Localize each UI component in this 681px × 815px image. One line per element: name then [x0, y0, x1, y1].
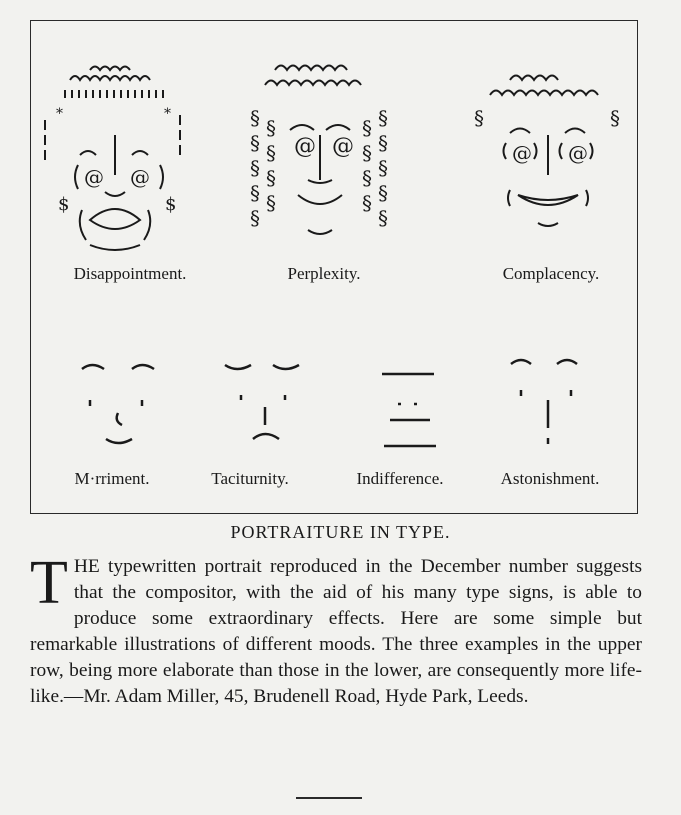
drop-cap: T [30, 549, 68, 617]
face-taciturnity [215, 355, 315, 455]
section-glyph: § [266, 116, 276, 140]
article-body [30, 549, 642, 710]
section-glyph: § [474, 106, 484, 130]
section-glyph: § [362, 116, 372, 140]
left-eye-glyph: @ [294, 134, 316, 159]
section-glyph: § [266, 191, 276, 215]
section-glyph: § [250, 106, 260, 130]
caption-disappointment: Disappointment. [73, 264, 187, 283]
right-eye-glyph: @ [332, 134, 354, 159]
face-indifference [370, 360, 450, 460]
face-disappointment [40, 60, 190, 260]
section-glyph: § [378, 131, 388, 155]
face-astonishment [505, 352, 595, 462]
svg-text:@: @ [568, 141, 588, 165]
left-ear-glyph: $ [58, 194, 70, 215]
section-glyph: § [250, 156, 260, 180]
closing-rule [296, 797, 362, 799]
section-glyph: § [266, 141, 276, 165]
face-complacency [470, 65, 630, 235]
section-glyph: § [378, 181, 388, 205]
left-eye-glyph: @ [84, 165, 104, 189]
face-merriment [70, 355, 170, 455]
caption-merriment: M·rriment. [74, 469, 150, 488]
section-glyph: § [362, 166, 372, 190]
caption-complacency: Complacency. [502, 264, 600, 283]
star-glyph-left: * [56, 106, 63, 122]
section-glyph: § [378, 156, 388, 180]
section-glyph: § [378, 106, 388, 130]
caption-indifference: Indifference. [356, 469, 444, 488]
caption-taciturnity: Taciturnity. [211, 469, 289, 488]
article-text: HE typewritten portrait reproduced in the December number suggests that the compositor, with the aid of his many type signs, is able to produce some extraordinary effects. Here are some simple but remarkable illustrations of different moods. The three examples in the upper row, being more elaborate than those in the lower, are consequently more life-like.—Mr. Adam Miller, 45, Brudenell Road, Hyde Park, Leeds. [30, 556, 642, 707]
star-glyph-right: * [164, 106, 171, 122]
right-ear-glyph: $ [165, 194, 177, 215]
right-eye-glyph: @ [130, 165, 150, 189]
caption-perplexity: Perplexity. [287, 264, 361, 283]
section-glyph: § [362, 191, 372, 215]
article-title: PORTRAITURE IN TYPE. [230, 522, 451, 542]
section-glyph: § [250, 206, 260, 230]
section-glyph: § [266, 166, 276, 190]
section-glyph: § [250, 181, 260, 205]
section-glyph: § [378, 206, 388, 230]
face-perplexity [240, 55, 400, 255]
caption-astonishment: Astonishment. [500, 469, 600, 488]
section-glyph: § [250, 131, 260, 155]
section-glyph: § [362, 141, 372, 165]
section-glyph: § [610, 106, 620, 130]
svg-text:@: @ [512, 141, 532, 165]
